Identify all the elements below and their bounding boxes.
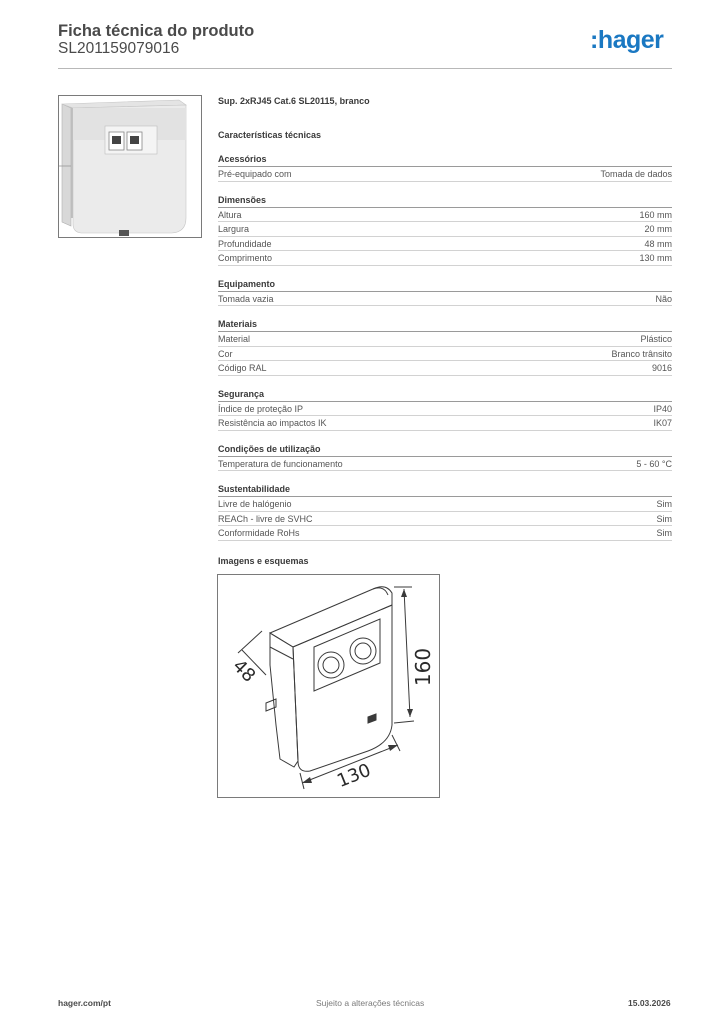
spec-row — [218, 497, 672, 512]
spec-row — [218, 416, 672, 431]
spec-label: Largura — [218, 224, 250, 234]
spec-group-dimensions — [218, 192, 672, 266]
images-heading: Imagens e esquemas — [218, 556, 309, 566]
spec-label: Altura — [218, 209, 242, 220]
spec-group-equipment — [218, 276, 672, 307]
spec-value: 5 - 60 °C — [636, 458, 672, 469]
hager-logo: :hager — [590, 26, 664, 54]
spec-row — [218, 361, 672, 376]
spec-label: Profundidade — [218, 238, 272, 249]
spec-group-sustainability — [218, 481, 672, 541]
spec-value: Plástico — [640, 334, 672, 344]
spec-group-title: Acessórios — [218, 151, 672, 167]
spec-label: Comprimento — [218, 253, 273, 263]
spec-value: 48 mm — [644, 238, 672, 249]
spec-label: Livre de halógenio — [218, 499, 292, 509]
spec-label: Código RAL — [218, 363, 267, 373]
spec-row — [218, 251, 672, 266]
spec-group-title: Equipamento — [218, 276, 672, 292]
product-name: Sup. 2xRJ45 Cat.6 SL20115, branco — [218, 96, 370, 106]
spec-value: Sim — [656, 513, 672, 524]
spec-label: Tomada vazia — [218, 293, 274, 304]
spec-value: 160 mm — [639, 209, 672, 220]
spec-group-conditions — [218, 441, 672, 472]
spec-row — [218, 402, 672, 417]
dimension-length-label: 130 — [334, 759, 374, 793]
technical-characteristics-heading: Características técnicas — [218, 130, 322, 140]
product-photo — [58, 95, 202, 238]
spec-label: Pré-equipado com — [218, 169, 292, 179]
spec-row — [218, 167, 672, 182]
spec-value: 20 mm — [644, 224, 672, 234]
spec-group-title: Sustentabilidade — [218, 481, 672, 497]
spec-value: Sim — [656, 528, 672, 538]
footer-website-link[interactable]: hager.com/pt — [58, 998, 111, 1008]
spec-group-safety — [218, 386, 672, 431]
spec-label: Material — [218, 334, 251, 344]
spec-label: Índice de proteção IP — [218, 403, 304, 414]
spec-value: Sim — [656, 499, 672, 509]
dimension-depth-label: 48 — [228, 655, 260, 687]
product-reference: SL201159079016 — [58, 40, 180, 57]
spec-row — [218, 332, 672, 347]
spec-group-title: Segurança — [218, 386, 672, 402]
spec-row — [218, 526, 672, 541]
spec-value: IK07 — [653, 418, 672, 428]
footer-notice: Sujeito a alterações técnicas — [316, 998, 425, 1008]
spec-label: Cor — [218, 348, 233, 359]
spec-row — [218, 292, 672, 307]
spec-row — [218, 457, 672, 472]
page-title: Ficha técnica do produto — [58, 22, 255, 40]
spec-value: Tomada de dados — [600, 169, 672, 179]
spec-value: 9016 — [651, 363, 672, 373]
spec-label: Temperatura de funcionamento — [218, 458, 343, 469]
spec-group-title: Condições de utilização — [218, 441, 672, 457]
spec-group-title: Dimensões — [218, 192, 672, 208]
dimension-drawing — [217, 574, 440, 798]
spec-value: Branco trânsito — [611, 348, 672, 359]
spec-group-accessories — [218, 151, 672, 182]
spec-label: Resistência ao impactos IK — [218, 418, 327, 428]
spec-value: IP40 — [653, 403, 672, 414]
spec-table — [218, 151, 672, 551]
spec-label: Conformidade RoHs — [218, 528, 300, 538]
spec-row — [218, 208, 672, 223]
dimension-height-label: 160 — [411, 647, 435, 687]
spec-group-title: Materiais — [218, 316, 672, 332]
spec-row — [218, 347, 672, 362]
spec-row — [218, 512, 672, 527]
spec-value: 130 mm — [639, 253, 672, 263]
spec-row — [218, 222, 672, 237]
footer-date: 15.03.2026 — [628, 998, 671, 1008]
spec-group-materials — [218, 316, 672, 376]
spec-value: Não — [655, 293, 672, 304]
spec-label: REACh - livre de SVHC — [218, 513, 313, 524]
header-divider — [58, 68, 672, 69]
spec-row — [218, 237, 672, 252]
